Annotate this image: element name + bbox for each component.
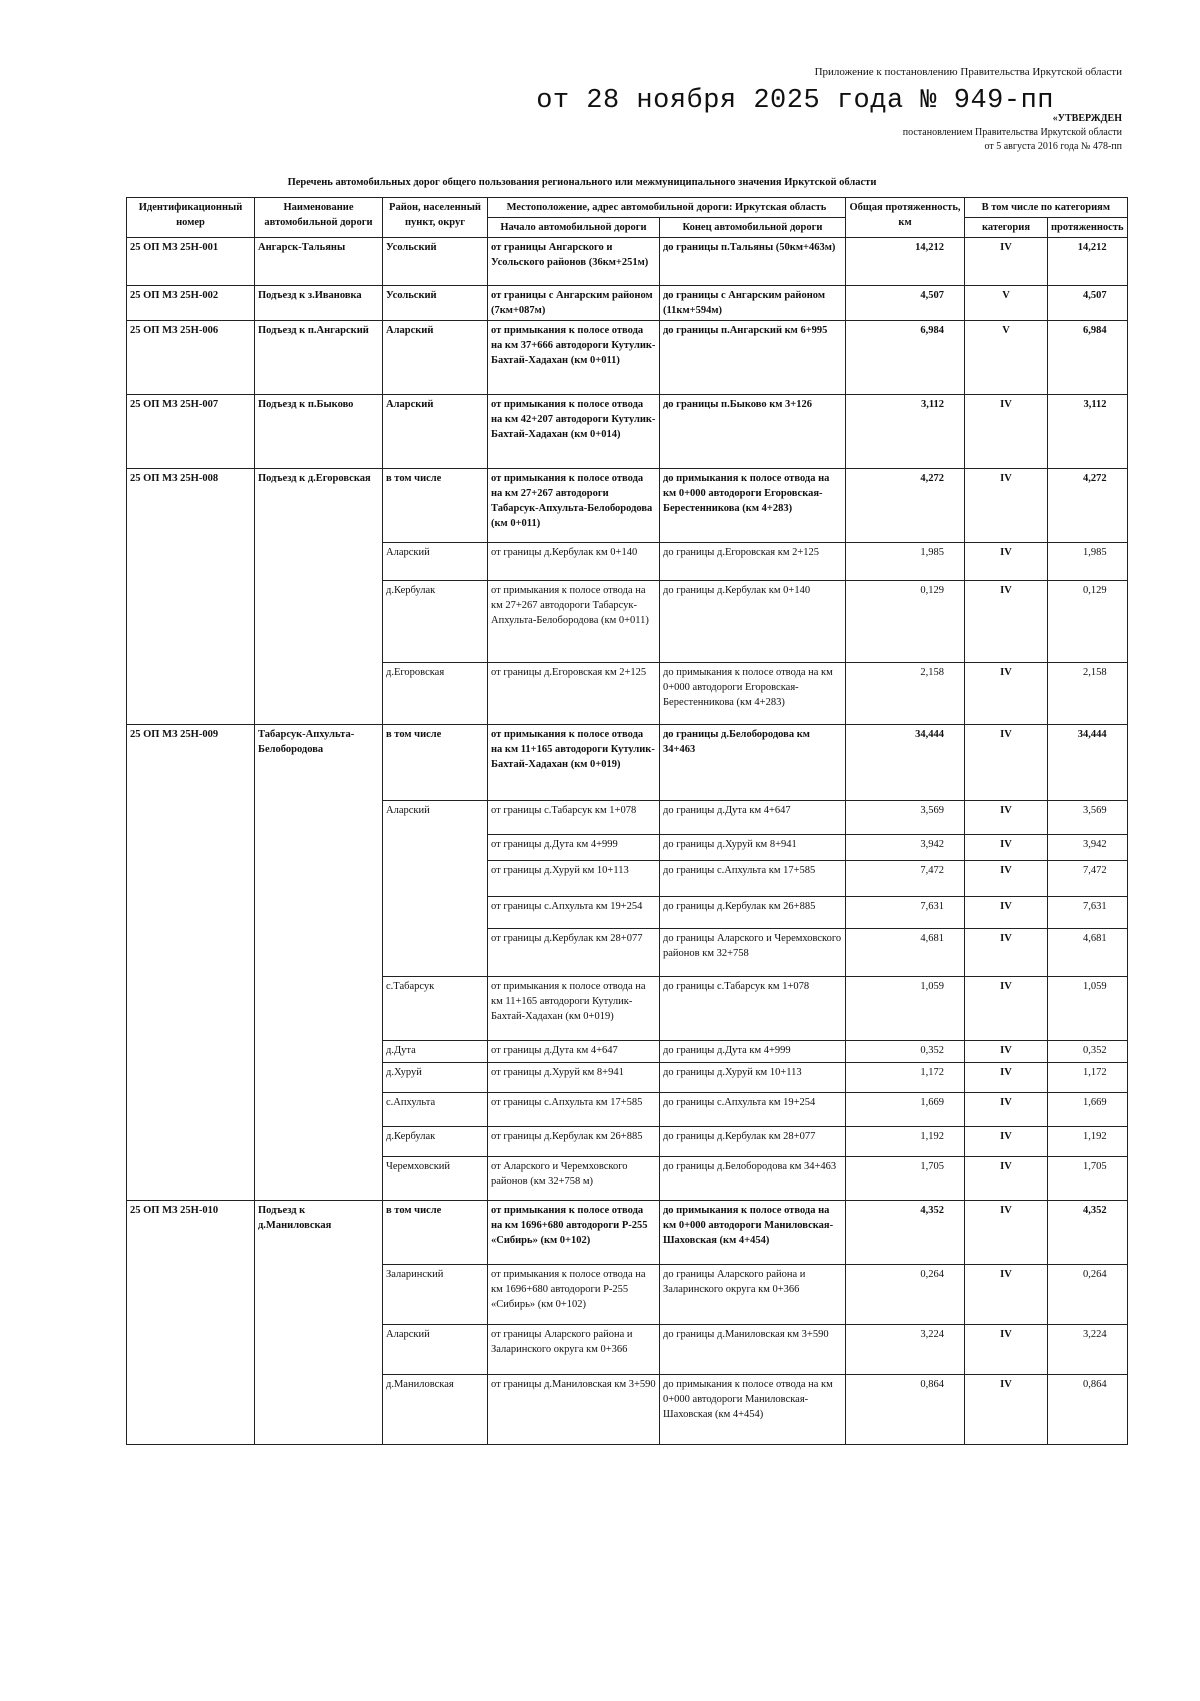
end-cell: до примыкания к полосе отвода на км 0+000 автодороги Маниловская-Шаховская (км 4+454) bbox=[660, 1375, 846, 1445]
category-cell: IV bbox=[965, 1325, 1048, 1375]
district-cell: Заларинский bbox=[383, 1265, 488, 1325]
start-cell: от границы д.Дута км 4+999 bbox=[488, 835, 660, 861]
total-length-cell: 14,212 bbox=[846, 238, 965, 286]
category-cell: IV bbox=[965, 801, 1048, 835]
district-cell: Усольский bbox=[383, 238, 488, 286]
district-cell: д.Дута bbox=[383, 1041, 488, 1063]
category-length-cell: 3,942 bbox=[1048, 835, 1128, 861]
end-cell: до границы с.Апхульта км 17+585 bbox=[660, 861, 846, 897]
total-length-cell: 1,669 bbox=[846, 1093, 965, 1127]
col-district-header: Район, населенный пункт, округ bbox=[383, 198, 488, 238]
start-cell: от примыкания к полосе отвода на км 37+666 автодороги Кутулик-Бахтай-Хадахан (км 0+011) bbox=[488, 321, 660, 395]
start-cell: от границы с.Апхульта км 19+254 bbox=[488, 897, 660, 929]
category-cell: IV bbox=[965, 929, 1048, 977]
end-cell: до границы д.Маниловская км 3+590 bbox=[660, 1325, 846, 1375]
col-category-header: категория bbox=[965, 218, 1048, 238]
category-cell: IV bbox=[965, 861, 1048, 897]
category-cell: IV bbox=[965, 1041, 1048, 1063]
table-row bbox=[127, 1201, 1128, 1265]
end-cell: до границы п.Быково км 3+126 bbox=[660, 395, 846, 469]
district-cell: д.Кербулак bbox=[383, 581, 488, 663]
end-cell: до границы п.Ангарский км 6+995 bbox=[660, 321, 846, 395]
table-row bbox=[127, 395, 1128, 469]
total-length-cell: 6,984 bbox=[846, 321, 965, 395]
category-length-cell: 4,272 bbox=[1048, 469, 1128, 543]
start-cell: от примыкания к полосе отвода на км 11+165 автодороги Кутулик-Бахтай-Хадахан (км 0+019) bbox=[488, 725, 660, 801]
end-cell: до границы с Ангарским районом (11км+594м) bbox=[660, 286, 846, 321]
col-start-header: Начало автомобильной дороги bbox=[488, 218, 660, 238]
category-length-cell: 1,172 bbox=[1048, 1063, 1128, 1093]
total-length-cell: 1,985 bbox=[846, 543, 965, 581]
col-total-header: Общая протяженность, км bbox=[846, 198, 965, 238]
end-cell: до границы Аларского и Черемховского районов км 32+758 bbox=[660, 929, 846, 977]
road-name-cell: Подъезд к п.Ангарский bbox=[255, 321, 383, 395]
total-length-cell: 0,264 bbox=[846, 1265, 965, 1325]
col-length-header: протяженность bbox=[1048, 218, 1128, 238]
category-cell: IV bbox=[965, 1201, 1048, 1265]
table-row bbox=[127, 238, 1128, 286]
end-cell: до границы д.Хуруй км 8+941 bbox=[660, 835, 846, 861]
end-cell: до границы Аларского района и Заларинского округа км 0+366 bbox=[660, 1265, 846, 1325]
category-cell: IV bbox=[965, 543, 1048, 581]
district-cell: Аларский bbox=[383, 543, 488, 581]
appendix-note: Приложение к постановлению Правительства Иркутской области bbox=[814, 66, 1122, 78]
category-length-cell: 1,985 bbox=[1048, 543, 1128, 581]
col-by-category-header: В том числе по категориям bbox=[965, 198, 1128, 218]
category-cell: IV bbox=[965, 1157, 1048, 1201]
district-cell: Усольский bbox=[383, 286, 488, 321]
start-cell: от границы д.Кербулак км 28+077 bbox=[488, 929, 660, 977]
total-length-cell: 7,472 bbox=[846, 861, 965, 897]
district-cell: Аларский bbox=[383, 321, 488, 395]
category-cell: IV bbox=[965, 469, 1048, 543]
table-row bbox=[127, 321, 1128, 395]
district-cell: Аларский bbox=[383, 395, 488, 469]
category-cell: IV bbox=[965, 725, 1048, 801]
category-cell: IV bbox=[965, 1127, 1048, 1157]
category-cell: IV bbox=[965, 977, 1048, 1041]
end-cell: до границы д.Дута км 4+647 bbox=[660, 801, 846, 835]
total-length-cell: 3,569 bbox=[846, 801, 965, 835]
district-cell: Черемховский bbox=[383, 1157, 488, 1201]
total-length-cell: 0,352 bbox=[846, 1041, 965, 1063]
road-name-cell: Подъезд к д.Егоровская bbox=[255, 469, 383, 725]
road-name-cell: Подъезд к д.Маниловская bbox=[255, 1201, 383, 1445]
resolution-stamp: от 28 ноября 2025 года № 949-пп bbox=[536, 86, 1054, 116]
start-cell: от границы д.Хуруй км 8+941 bbox=[488, 1063, 660, 1093]
approved-by: постановлением Правительства Иркутской области bbox=[902, 127, 1122, 138]
start-cell: от границы с.Табарсук км 1+078 bbox=[488, 801, 660, 835]
end-cell: до границы д.Кербулак км 0+140 bbox=[660, 581, 846, 663]
category-length-cell: 0,264 bbox=[1048, 1265, 1128, 1325]
category-length-cell: 4,681 bbox=[1048, 929, 1128, 977]
category-length-cell: 7,631 bbox=[1048, 897, 1128, 929]
start-cell: от примыкания к полосе отвода на км 42+207 автодороги Кутулик-Бахтай-Хадахан (км 0+014) bbox=[488, 395, 660, 469]
category-length-cell: 34,444 bbox=[1048, 725, 1128, 801]
table-row bbox=[127, 286, 1128, 321]
start-cell: от границы д.Дута км 4+647 bbox=[488, 1041, 660, 1063]
road-name-cell: Подъезд к з.Ивановка bbox=[255, 286, 383, 321]
end-cell: до границы д.Белобородова км 34+463 bbox=[660, 1157, 846, 1201]
table-row bbox=[127, 469, 1128, 543]
total-length-cell: 34,444 bbox=[846, 725, 965, 801]
district-cell: д.Маниловская bbox=[383, 1375, 488, 1445]
start-cell: от границы д.Егоровская км 2+125 bbox=[488, 663, 660, 725]
start-cell: от примыкания к полосе отвода на км 27+267 автодороги Табарсук-Апхульта-Белобородова (км 0+011) bbox=[488, 581, 660, 663]
end-cell: до примыкания к полосе отвода на км 0+000 автодороги Маниловская-Шаховская (км 4+454) bbox=[660, 1201, 846, 1265]
district-cell: с.Апхульта bbox=[383, 1093, 488, 1127]
category-cell: V bbox=[965, 286, 1048, 321]
end-cell: до границы д.Кербулак км 28+077 bbox=[660, 1127, 846, 1157]
category-cell: IV bbox=[965, 663, 1048, 725]
road-id-cell: 25 ОП МЗ 25Н-007 bbox=[127, 395, 255, 469]
road-name-cell: Табарсук-Апхульта-Белобородова bbox=[255, 725, 383, 1201]
header-row-1 bbox=[127, 198, 1128, 218]
start-cell: от границы д.Кербулак км 0+140 bbox=[488, 543, 660, 581]
start-cell: от примыкания к полосе отвода на км 1696+680 автодороги Р-255 «Сибирь» (км 0+102) bbox=[488, 1201, 660, 1265]
category-cell: IV bbox=[965, 395, 1048, 469]
category-length-cell: 7,472 bbox=[1048, 861, 1128, 897]
road-id-cell: 25 ОП МЗ 25Н-009 bbox=[127, 725, 255, 1201]
total-length-cell: 1,705 bbox=[846, 1157, 965, 1201]
road-id-cell: 25 ОП МЗ 25Н-002 bbox=[127, 286, 255, 321]
start-cell: от примыкания к полосе отвода на км 27+267 автодороги Табарсук-Апхульта-Белобородова (км 0+011) bbox=[488, 469, 660, 543]
district-cell: с.Табарсук bbox=[383, 977, 488, 1041]
end-cell: до границы д.Дута км 4+999 bbox=[660, 1041, 846, 1063]
district-cell: в том числе bbox=[383, 469, 488, 543]
start-cell: от границы с.Апхульта км 17+585 bbox=[488, 1093, 660, 1127]
start-cell: от примыкания к полосе отвода на км 11+165 автодороги Кутулик-Бахтай-Хадахан (км 0+019) bbox=[488, 977, 660, 1041]
road-name-cell: Подъезд к п.Быково bbox=[255, 395, 383, 469]
end-cell: до границы д.Белобородова км 34+463 bbox=[660, 725, 846, 801]
category-length-cell: 0,352 bbox=[1048, 1041, 1128, 1063]
start-cell: от границы д.Маниловская км 3+590 bbox=[488, 1375, 660, 1445]
table-row bbox=[127, 725, 1128, 801]
start-cell: от границы Аларского района и Заларинского округа км 0+366 bbox=[488, 1325, 660, 1375]
roads-table bbox=[126, 197, 1128, 1445]
category-cell: IV bbox=[965, 835, 1048, 861]
total-length-cell: 1,172 bbox=[846, 1063, 965, 1093]
total-length-cell: 1,192 bbox=[846, 1127, 965, 1157]
total-length-cell: 1,059 bbox=[846, 977, 965, 1041]
category-length-cell: 2,158 bbox=[1048, 663, 1128, 725]
road-id-cell: 25 ОП МЗ 25Н-010 bbox=[127, 1201, 255, 1445]
category-length-cell: 1,669 bbox=[1048, 1093, 1128, 1127]
road-id-cell: 25 ОП МЗ 25Н-008 bbox=[127, 469, 255, 725]
col-id-header: Идентификационный номер bbox=[127, 198, 255, 238]
category-length-cell: 14,212 bbox=[1048, 238, 1128, 286]
category-cell: IV bbox=[965, 1265, 1048, 1325]
col-name-header: Наименование автомобильной дороги bbox=[255, 198, 383, 238]
total-length-cell: 3,224 bbox=[846, 1325, 965, 1375]
category-length-cell: 1,059 bbox=[1048, 977, 1128, 1041]
end-cell: до границы д.Егоровская км 2+125 bbox=[660, 543, 846, 581]
start-cell: от границы Ангарского и Усольского районов (36км+251м) bbox=[488, 238, 660, 286]
road-id-cell: 25 ОП МЗ 25Н-006 bbox=[127, 321, 255, 395]
total-length-cell: 4,507 bbox=[846, 286, 965, 321]
end-cell: до границы д.Хуруй км 10+113 bbox=[660, 1063, 846, 1093]
district-cell: д.Хуруй bbox=[383, 1063, 488, 1093]
district-cell: Аларский bbox=[383, 1325, 488, 1375]
approved-date: от 5 августа 2016 года № 478-пп bbox=[984, 141, 1122, 152]
category-cell: IV bbox=[965, 581, 1048, 663]
category-length-cell: 4,352 bbox=[1048, 1201, 1128, 1265]
district-cell: в том числе bbox=[383, 725, 488, 801]
category-length-cell: 1,705 bbox=[1048, 1157, 1128, 1201]
total-length-cell: 3,112 bbox=[846, 395, 965, 469]
start-cell: от границы с Ангарским районом (7км+087м) bbox=[488, 286, 660, 321]
total-length-cell: 7,631 bbox=[846, 897, 965, 929]
end-cell: до границы п.Тальяны (50км+463м) bbox=[660, 238, 846, 286]
category-length-cell: 3,112 bbox=[1048, 395, 1128, 469]
category-cell: IV bbox=[965, 897, 1048, 929]
total-length-cell: 0,129 bbox=[846, 581, 965, 663]
category-cell: IV bbox=[965, 238, 1048, 286]
district-cell: д.Егоровская bbox=[383, 663, 488, 725]
category-length-cell: 1,192 bbox=[1048, 1127, 1128, 1157]
end-cell: до примыкания к полосе отвода на км 0+000 автодороги Егоровская-Берестенникова (км 4+283) bbox=[660, 469, 846, 543]
col-location-header: Местоположение, адрес автомобильной дороги: Иркутская область bbox=[488, 198, 846, 218]
roads-table-body bbox=[127, 238, 1128, 1445]
total-length-cell: 4,352 bbox=[846, 1201, 965, 1265]
start-cell: от границы д.Кербулак км 26+885 bbox=[488, 1127, 660, 1157]
category-length-cell: 0,129 bbox=[1048, 581, 1128, 663]
total-length-cell: 0,864 bbox=[846, 1375, 965, 1445]
category-cell: V bbox=[965, 321, 1048, 395]
total-length-cell: 2,158 bbox=[846, 663, 965, 725]
category-length-cell: 3,569 bbox=[1048, 801, 1128, 835]
col-end-header: Конец автомобильной дороги bbox=[660, 218, 846, 238]
district-cell: в том числе bbox=[383, 1201, 488, 1265]
category-length-cell: 3,224 bbox=[1048, 1325, 1128, 1375]
end-cell: до примыкания к полосе отвода на км 0+000 автодороги Егоровская-Берестенникова (км 4+283) bbox=[660, 663, 846, 725]
end-cell: до границы д.Кербулак км 26+885 bbox=[660, 897, 846, 929]
total-length-cell: 4,272 bbox=[846, 469, 965, 543]
district-cell: д.Кербулак bbox=[383, 1127, 488, 1157]
category-length-cell: 0,864 bbox=[1048, 1375, 1128, 1445]
end-cell: до границы с.Апхульта км 19+254 bbox=[660, 1093, 846, 1127]
start-cell: от границы д.Хуруй км 10+113 bbox=[488, 861, 660, 897]
road-name-cell: Ангарск-Тальяны bbox=[255, 238, 383, 286]
start-cell: от примыкания к полосе отвода на км 1696+680 автодороги Р-255 «Сибирь» (км 0+102) bbox=[488, 1265, 660, 1325]
start-cell: от Аларского и Черемховского районов (км 32+758 м) bbox=[488, 1157, 660, 1201]
road-id-cell: 25 ОП МЗ 25Н-001 bbox=[127, 238, 255, 286]
document-title: Перечень автомобильных дорог общего пользования регионального или межмуниципального значения Иркутской области bbox=[287, 177, 877, 188]
category-cell: IV bbox=[965, 1093, 1048, 1127]
approved-label: «УТВЕРЖДЕН bbox=[1052, 113, 1122, 124]
end-cell: до границы с.Табарсук км 1+078 bbox=[660, 977, 846, 1041]
total-length-cell: 4,681 bbox=[846, 929, 965, 977]
category-cell: IV bbox=[965, 1375, 1048, 1445]
total-length-cell: 3,942 bbox=[846, 835, 965, 861]
category-length-cell: 6,984 bbox=[1048, 321, 1128, 395]
category-length-cell: 4,507 bbox=[1048, 286, 1128, 321]
district-cell: Аларский bbox=[383, 801, 488, 977]
category-cell: IV bbox=[965, 1063, 1048, 1093]
